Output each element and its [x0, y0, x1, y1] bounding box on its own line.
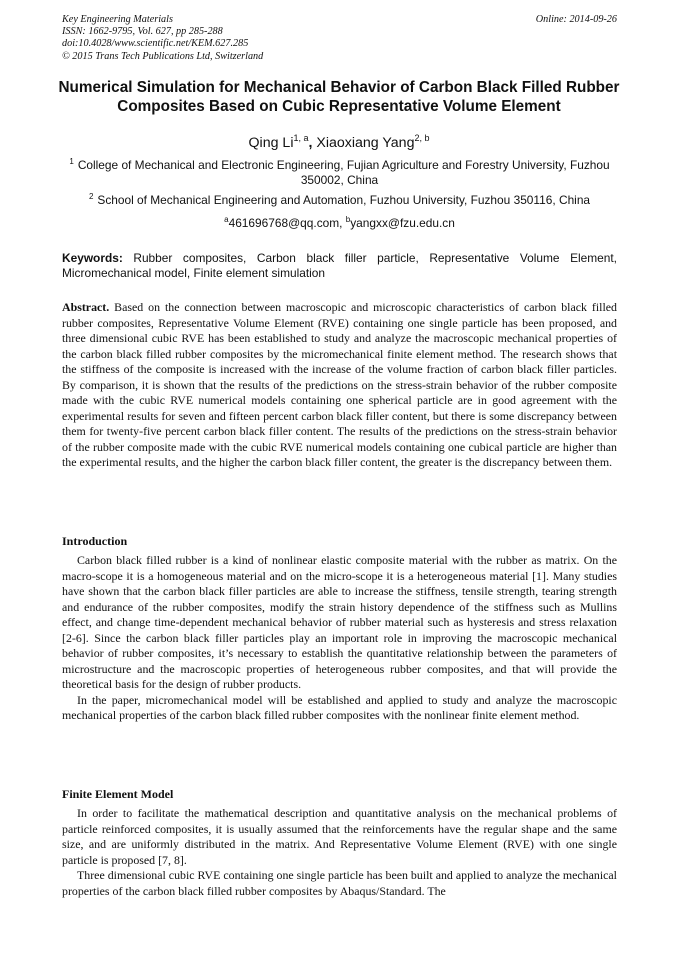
- keywords-text: Rubber composites, Carbon black filler particle, Representative Volume Element, Micromechanical model, Finite element simulation: [62, 251, 617, 280]
- author-name: Xiaoxiang Yang: [316, 135, 415, 151]
- paragraph: In the paper, micromechanical model will be established and applied to study and analyze the macroscopic mechanical properties of the carbon black filled rubber composites with the nonlinear finite element method.: [62, 692, 617, 722]
- affiliation-2: [62, 193, 617, 208]
- author-affil-mark: 2, b: [414, 133, 430, 143]
- author-affil-mark: 1, a: [293, 133, 309, 143]
- author-separator: ,: [308, 135, 317, 151]
- affiliation-mark: 2: [88, 192, 94, 201]
- email-mark: a: [224, 215, 229, 224]
- journal-header: [62, 14, 617, 63]
- author-emails: [62, 216, 617, 231]
- email-link[interactable]: 461696768@qq.com,: [228, 216, 346, 230]
- paragraph: Carbon black filled rubber is a kind of nonlinear elastic composite material with the rubber as matrix. On the macro-scope it is a homogeneous material and on the micro-scope it is a heterogeneous material [1]. Many studies have shown that the carbon black filler particles are able to increase the stiffness, tensile strength, tearing strength and endurance of the rubber composites, modify the strain history dependence of the stiffness such as Mullins effect, and change time-dependent mechanical behavior of rubber material such as hysteresis and stress relaxation [2-6]. Since the carbon black filler particles play an important role in improving the macroscopic mechanical behavior of rubber composites, it’s necessary to establish the quantitative relationship between the parameters of microstructure and the macroscopic properties of heterogeneous rubber composites, and that will provide the theoretical basis for the design of rubber products.: [62, 553, 617, 691]
- affiliation-text: College of Mechanical and Electronic Engineering, Fujian Agriculture and Forestry University, Fuzhou 350002, China: [77, 158, 610, 187]
- keywords: [62, 251, 617, 281]
- author-list: [40, 134, 638, 152]
- affiliation-1: [62, 158, 617, 188]
- online-date: Online: 2014-09-26: [535, 14, 617, 25]
- journal-name: Key Engineering Materials: [62, 14, 173, 25]
- section-heading-introduction: Introduction: [62, 534, 128, 548]
- paragraph: Three dimensional cubic RVE containing one single particle has been built and applied to analyze the mechanical properties of the carbon black filled rubber composites by Abaqus/Standard. The: [62, 868, 617, 898]
- paper-title: Numerical Simulation for Mechanical Behavior of Carbon Black Filled Rubber Composites Based on Cubic Representative Volume Element: [58, 79, 620, 115]
- author-name: Qing Li: [248, 135, 294, 151]
- email-link[interactable]: yangxx@fzu.edu.cn: [350, 216, 455, 230]
- abstract: [62, 300, 617, 471]
- introduction-body: [62, 553, 617, 724]
- affiliation-mark: 1: [69, 157, 74, 166]
- fem-body: [62, 806, 617, 899]
- keywords-label: Keywords:: [62, 251, 123, 265]
- email-mark: b: [345, 215, 351, 224]
- section-heading-finite-element-model: Finite Element Model: [62, 787, 174, 801]
- journal-copyright: © 2015 Trans Tech Publications Ltd, Switzerland: [62, 50, 264, 62]
- journal-doi: doi:10.4028/www.scientific.net/KEM.627.285: [62, 38, 249, 50]
- journal-issn: ISSN: 1662-9795, Vol. 627, pp 285-288: [62, 26, 223, 38]
- abstract-text: Based on the connection between macroscopic and microscopic characteristics of carbon black filled rubber composites, Representative Volume Element (RVE) containing one single particle has been proposed, and three dimensional cubic RVE has been established to study and analyze the macroscopic mechanical properties of the carbon black filled rubber composites by the micromechanical finite element method. The research shows that the stiffness of the composite is increased with the increase of the volume fraction of carbon black filler particles. By comparison, it is shown that the results of the predictions on the stress-strain behavior of the rubber composite made with the cubic RVE numerical models containing one spherical particle are in good agreement with the experimental results for seven and fifteen percent carbon black filler content, but there is some discrepancy between them for twenty-five percent carbon black filler content. The results of the predictions on the stress-strain behavior of the rubber composite made with the cubic RVE numerical models containing one cubical particle are higher than the experimental results, and the higher the carbon black filler content, the greater is the discrepancy between them.: [62, 300, 617, 469]
- paragraph: In order to facilitate the mathematical description and quantitative analysis on the mechanical problems of particle reinforced composites, it is usually assumed that the reinforcements have the regular shape and the same size, and are uniformly distributed in the matrix. And Representative Volume Element (RVE) with one single particle is proposed [7, 8].: [62, 806, 617, 867]
- abstract-label: Abstract.: [62, 300, 110, 314]
- affiliation-text: School of Mechanical Engineering and Automation, Fuzhou University, Fuzhou 350116, China: [97, 193, 591, 207]
